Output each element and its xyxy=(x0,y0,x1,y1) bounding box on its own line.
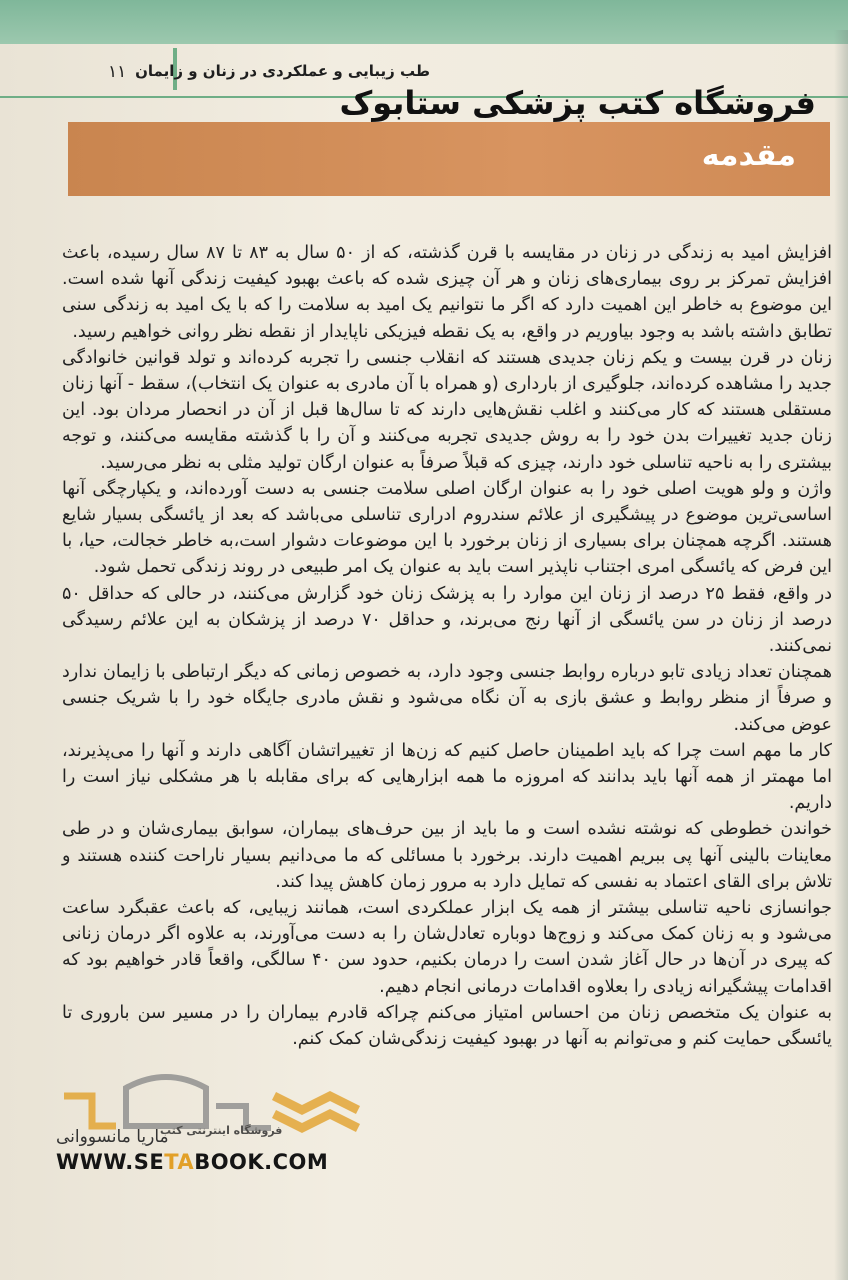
shop-title-watermark: فروشگاه کتب پزشکی ستابوک xyxy=(339,84,816,122)
website-url-part: WWW.SE xyxy=(56,1150,165,1174)
chapter-title: مقدمه xyxy=(701,138,796,173)
paragraph: به عنوان یک متخصص زنان من احساس امتیاز می‌کنم چراکه قادرم بیماران را در مسیر سن باروری تا یائسگی حمایت کنم و می‌توانم به آنها در بهبود کیفیت زندگی‌شان کمک کنم. xyxy=(62,1002,832,1050)
paragraph: زنان در قرن بیست و یکم زنان جدیدی هستند که انقلاب جنسی را تجربه کرده‌اند و تولد قوانین خانوادگی جدید را مشاهده کرده‌اند، جلوگیری از بارداری (و همراه با آن مادری به عنوان یک انتخاب)، سقط - آنها زنان مستقلی هستند که کار می‌کنند و اغلب نقش‌هایی دارند که تا سال‌ها قبل از آن در انحصار مردان بود. این زنان جدید تغییرات بدن خود را به روش جدیدی تجربه می‌کنند و آن را با گذشته مقایسه می‌کنند، و توجه بیشتری را به ناحیه تناسلی خود دارند، چیزی که قبلاً صرفاً به عنوان ارگان تولید مثلی به نظر می‌رسید. xyxy=(62,347,832,473)
paragraph: در واقع، فقط ۲۵ درصد از زنان این موارد را به پزشک زنان خود گزارش می‌کنند، در حالی که حداقل ۵۰ درصد از زنان در سن یائسگی از آنها رنج می‌برند، و حداقل ۷۰ درصد از پزشکان به این علائم رسیدگی نمی‌کنند. xyxy=(62,583,833,657)
green-header-band xyxy=(0,0,848,44)
page-number: ۱۱ xyxy=(108,62,127,82)
paragraph: افزایش امید به زندگی در زنان در مقایسه با قرن گذشته، که از ۵۰ سال به ۸۳ تا ۸۷ سال رسیده، باعث افزایش تمرکز بر روی بیماری‌های زنان و هر آن چیزی شده که باعث بهبود کیفیت زندگی آنها شده است. این موضوع به خاطر این اهمیت دارد که اگر ما نتوانیم یک امید به سلامت را که با یک امید به زندگی سنی تطابق داشته باشد به وجود بیاوریم در واقع، به یک نقطه فیزیکی ناپایدار از نقطه نظر روانی خواهیم رسید. xyxy=(62,243,832,342)
running-header-title: طب زیبایی و عملکردی در زنان و زایمان xyxy=(135,62,430,80)
watermark-caption: فروشگاه اینترنتی کتب xyxy=(160,1124,283,1137)
website-url-accent: TA xyxy=(164,1150,195,1174)
website-url-part: BOOK.COM xyxy=(194,1150,329,1174)
author-signature: ماریا مانسووانی xyxy=(56,1127,169,1147)
paragraph: جوانسازی ناحیه تناسلی بیشتر از همه یک ابزار عملکردی است، همانند زیبایی، که باعث عقبگرد ساعت می‌شود و به زنان کمک می‌کند و زوج‌ها دوباره تعادل‌شان را به دست می‌آورند، به علاوه اگر درمان زنانی که پیری در آن‌ها در حال آغاز شدن است را درمان بکنیم، حدود سن ۴۰ سالگی، واقعاً قادر خواهیم بود که اقدامات پیشگیرانه زیادی را بعلاوه اقدامات درمانی انجام دهیم. xyxy=(62,898,832,997)
website-url xyxy=(56,1150,328,1174)
page-edge-shadow xyxy=(834,30,848,1280)
chapter-banner xyxy=(68,122,830,196)
paragraph: کار ما مهم است چرا که باید اطمینان حاصل کنیم که زن‌ها از تغییراتشان آگاهی دارند و آنها را می‌پذیرند، اما مهمتر از همه آنها باید بدانند که امروزه ما همه ابزارهایی که برای مقابله با هر مشکلی نیاز است را داریم. xyxy=(62,740,832,814)
paragraph: خواندن خطوطی که نوشته نشده است و ما باید از بین حرف‌های بیماران، سوابق بیماری‌شان و در طی معاینات بالینی آنها پی ببریم اهمیت دارند. برخورد با مسائلی که ما می‌دانیم بسیار ناراحت کننده هستند و تلاش برای القای اعتماد به نفسی که تمایل دارد به مرور زمان کاهش پیدا کند. xyxy=(62,819,832,892)
paragraph: همچنان تعداد زیادی تابو درباره روابط جنسی وجود دارد، به خصوص زمانی که دیگر ارتباطی با زایمان ندارد و صرفاً از منظر روابط و عشق بازی به آن نگاه می‌شود و نقش مادری جایگاه خود را با شریک جنسی عوض می‌کند. xyxy=(62,662,832,735)
paragraph: واژن و ولو هویت اصلی خود را به عنوان ارگان اصلی سلامت جنسی به دست آورده‌اند، و یکپارچگی آنها اساسی‌ترین موضوع در پیشگیری از علائم سندروم ادراری تناسلی می‌باشد که بعد از یائسگی بسیار شایع هستند. اگرچه همچنان برای بسیاری از زنان برخورد با این موضوعات دشوار است،به خاطر خجالت، حیا، با این فرض که یائسگی امری اجتناب ناپذیر است باید به عنوان یک امر طبیعی در روند زندگی تحمل شود. xyxy=(62,478,832,578)
body-text xyxy=(62,240,832,1052)
